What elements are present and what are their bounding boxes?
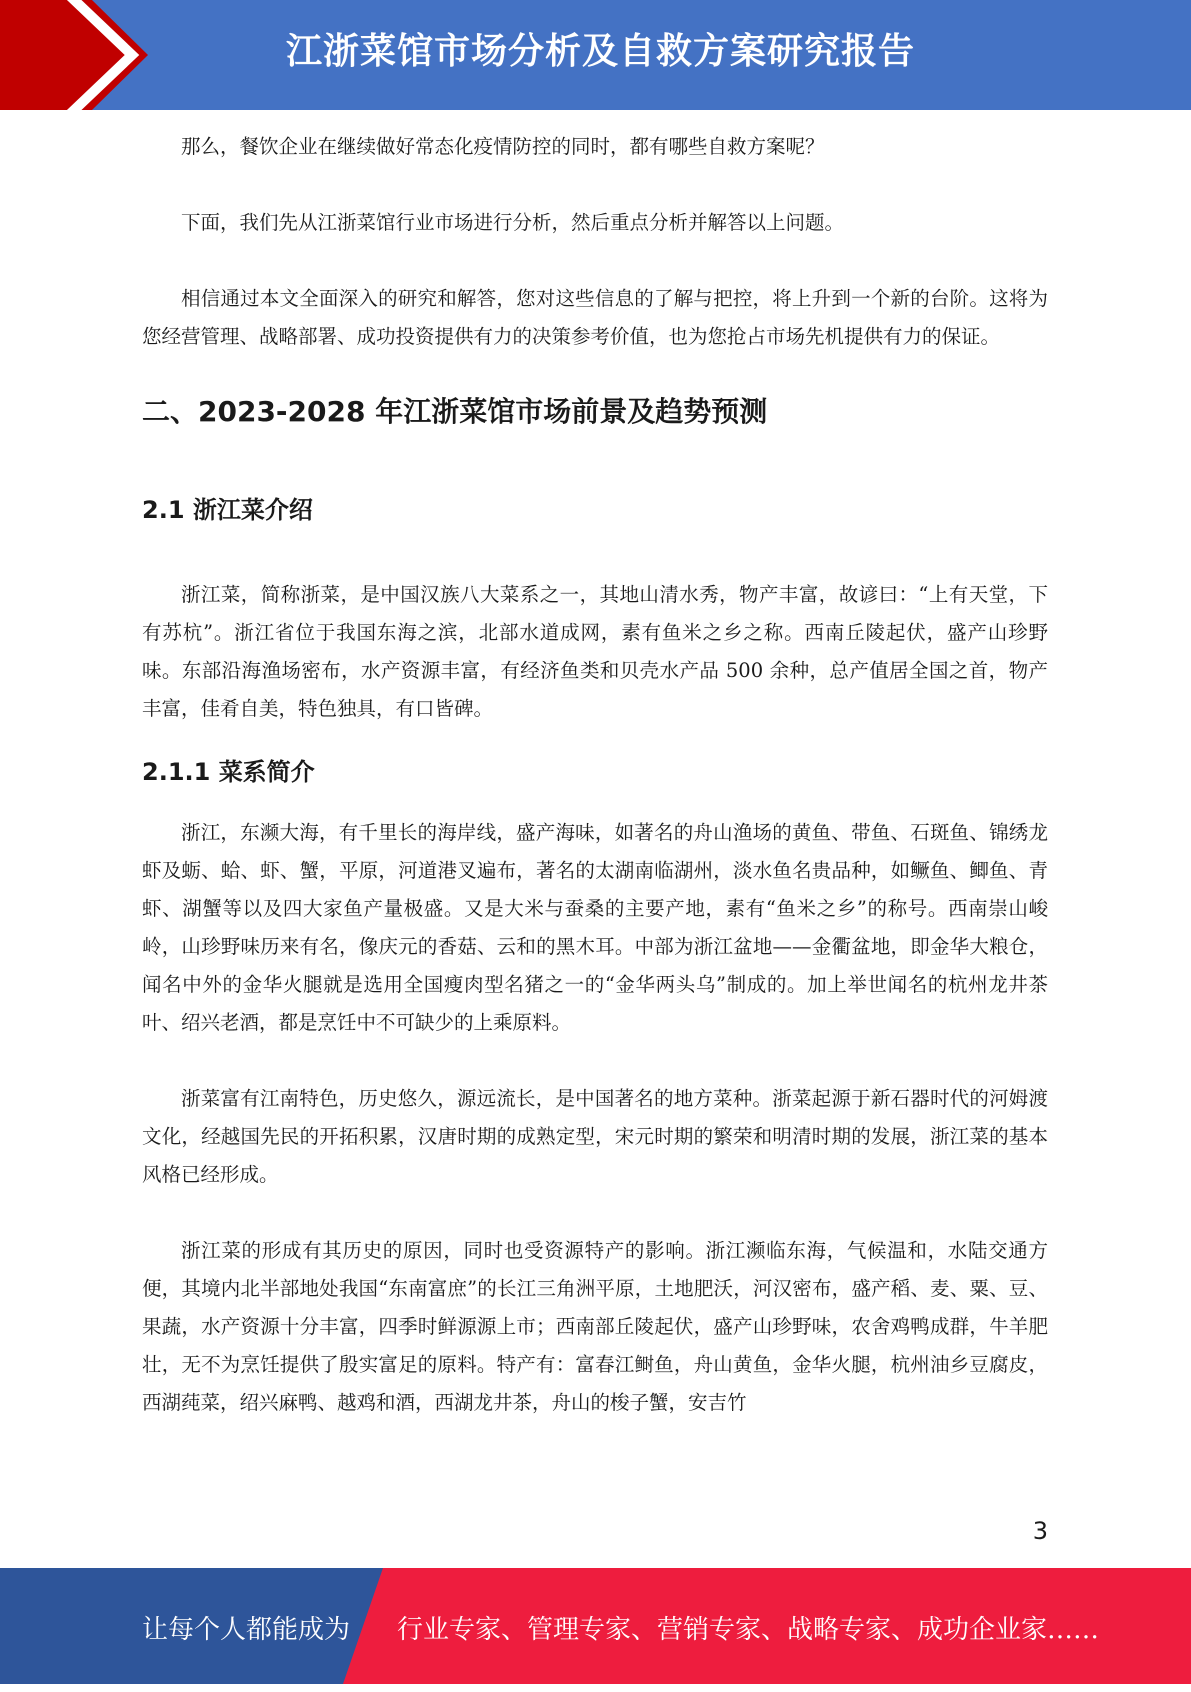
subsubsection-heading: 2.1.1 菜系简介 xyxy=(142,758,315,786)
header-band xyxy=(0,0,1191,110)
paragraph-4: 浙江菜，简称浙菜，是中国汉族八大菜系之一，其地山清水秀，物产丰富，故谚曰：“上有天堂，下有苏杭”。浙江省位于我国东海之滨，北部水道成网，素有鱼米之乡之称。西南丘陵起伏，盛产山珍野味。东部沿海渔场密布，水产资源丰富，有经济鱼类和贝壳水产品 500 余种，总产值居全国之首，物产丰富，佳肴自美，特色独具，有口皆碑。 xyxy=(142,583,1048,720)
report-title: 江浙菜馆市场分析及自救方案研究报告 xyxy=(285,31,915,72)
footer-slogan-left: 让每个人都能成为 xyxy=(142,1615,351,1645)
page-number: 3 xyxy=(1032,1517,1048,1545)
paragraph-2: 下面，我们先从江浙菜馆行业市场进行分析，然后重点分析并解答以上问题。 xyxy=(181,211,845,234)
footer-band xyxy=(0,1568,1191,1684)
paragraph-3: 相信通过本文全面深入的研究和解答，您对这些信息的了解与把控，将上升到一个新的台阶。这将为您经营管理、战略部署、成功投资提供有力的决策参考价值，也为您抢占市场先机提供有力的保证。 xyxy=(142,287,1048,348)
paragraph-6: 浙菜富有江南特色，历史悠久，源远流长，是中国著名的地方菜种。浙菜起源于新石器时代的河姆渡文化，经越国先民的开拓积累，汉唐时期的成熟定型，宋元时期的繁荣和明清时期的发展，浙江菜的基本风格已经形成。 xyxy=(142,1087,1048,1186)
paragraph-1: 那么，餐饮企业在继续做好常态化疫情防控的同时，都有哪些自救方案呢？ xyxy=(181,135,825,158)
subsection-heading: 2.1 浙江菜介绍 xyxy=(142,496,313,524)
paragraph-7: 浙江菜的形成有其历史的原因，同时也受资源特产的影响。浙江濒临东海，气候温和，水陆交通方便，其境内北半部地处我国“东南富庶”的长江三角洲平原，土地肥沃，河汉密布，盛产稻、麦、粟、豆、果蔬，水产资源十分丰富，四季时鲜源源上市；西南部丘陵起伏，盛产山珍野味，农舍鸡鸭成群，牛羊肥壮，无不为烹饪提供了殷实富足的原料。特产有：富春江鲥鱼，舟山黄鱼，金华火腿，杭州油乡豆腐皮，西湖莼菜，绍兴麻鸭、越鸡和酒，西湖龙井茶，舟山的梭子蟹，安吉竹 xyxy=(142,1239,1048,1414)
section-heading: 二、2023-2028 年江浙菜馆市场前景及趋势预测 xyxy=(142,395,768,428)
footer-slogan-right: 行业专家、管理专家、营销专家、战略专家、成功企业家…… xyxy=(397,1615,1100,1645)
paragraph-5: 浙江，东濒大海，有千里长的海岸线，盛产海味，如著名的舟山渔场的黄鱼、带鱼、石斑鱼、锦绣龙虾及蛎、蛤、虾、蟹，平原，河道港叉遍布，著名的太湖南临湖州，淡水鱼名贵品种，如鳜鱼、鲫鱼、青虾、湖蟹等以及四大家鱼产量极盛。又是大米与蚕桑的主要产地，素有“鱼米之乡”的称号。西南崇山峻岭，山珍野味历来有名，像庆元的香菇、云和的黑木耳。中部为浙江盆地——金衢盆地，即金华大粮仓，闻名中外的金华火腿就是选用全国瘦肉型名猪之一的“金华两头乌”制成的。加上举世闻名的杭州龙井茶叶、绍兴老酒，都是烹饪中不可缺少的上乘原料。 xyxy=(142,821,1048,1034)
page-content xyxy=(142,128,1048,1422)
